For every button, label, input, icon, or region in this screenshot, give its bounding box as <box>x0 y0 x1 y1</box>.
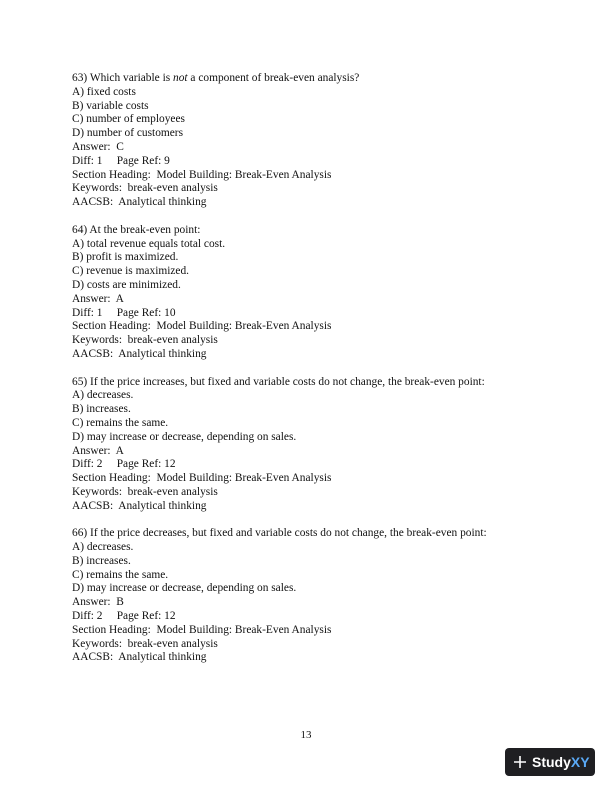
option-c: C) revenue is maximized. <box>72 265 190 278</box>
difficulty: Diff: 2 Page Ref: 12 <box>72 458 176 471</box>
option-b: B) variable costs <box>72 99 149 112</box>
document-page <box>72 72 542 679</box>
option-d: D) costs are minimized. <box>72 278 181 291</box>
difficulty: Diff: 1 Page Ref: 9 <box>72 154 170 167</box>
page-number: 13 <box>300 729 312 741</box>
keywords: Keywords: break-even analysis <box>72 485 218 498</box>
question-stem: 64) At the break-even point: <box>72 223 201 236</box>
keywords: Keywords: break-even analysis <box>72 334 218 347</box>
aacsb: AACSB: Analytical thinking <box>72 347 207 360</box>
option-b: B) increases. <box>72 403 131 416</box>
question-64 <box>72 224 542 362</box>
badge-brand-part1: Study <box>532 754 571 770</box>
option-a: A) decreases. <box>72 541 134 554</box>
option-b: B) increases. <box>72 554 131 567</box>
question-65 <box>72 376 542 514</box>
answer: Answer: B <box>72 596 124 609</box>
option-c: C) remains the same. <box>72 568 169 581</box>
answer: Answer: C <box>72 140 124 153</box>
studyxy-badge[interactable] <box>505 748 595 776</box>
aacsb: AACSB: Analytical thinking <box>72 196 207 209</box>
option-a: A) total revenue equals total cost. <box>72 237 226 250</box>
keywords: Keywords: break-even analysis <box>72 182 218 195</box>
section-heading: Section Heading: Model Building: Break-Even Analysis <box>72 168 332 181</box>
answer: Answer: A <box>72 444 124 457</box>
option-c: C) number of employees <box>72 113 185 126</box>
aacsb: AACSB: Analytical thinking <box>72 651 207 664</box>
question-stem: 66) If the price decreases, but fixed and variable costs do not change, the break-even point: <box>72 527 487 540</box>
question-stem: 63) Which variable is not a component of break-even analysis? <box>72 72 360 84</box>
section-heading: Section Heading: Model Building: Break-Even Analysis <box>72 472 332 485</box>
question-stem: 65) If the price increases, but fixed and variable costs do not change, the break-even point: <box>72 375 485 388</box>
option-a: A) fixed costs <box>72 85 136 98</box>
difficulty: Diff: 1 Page Ref: 10 <box>72 306 176 319</box>
keywords: Keywords: break-even analysis <box>72 637 218 650</box>
plus-icon <box>513 755 527 769</box>
section-heading: Section Heading: Model Building: Break-Even Analysis <box>72 623 332 636</box>
option-d: D) may increase or decrease, depending on sales. <box>72 582 297 595</box>
option-b: B) profit is maximized. <box>72 251 179 264</box>
option-d: D) number of customers <box>72 127 184 140</box>
aacsb: AACSB: Analytical thinking <box>72 499 207 512</box>
answer: Answer: A <box>72 292 124 305</box>
section-heading: Section Heading: Model Building: Break-Even Analysis <box>72 320 332 333</box>
option-a: A) decreases. <box>72 389 134 402</box>
question-63 <box>72 72 542 210</box>
option-d: D) may increase or decrease, depending on sales. <box>72 430 297 443</box>
option-c: C) remains the same. <box>72 416 169 429</box>
badge-brand-part2: XY <box>570 754 590 770</box>
difficulty: Diff: 2 Page Ref: 12 <box>72 610 176 623</box>
question-66 <box>72 527 542 665</box>
